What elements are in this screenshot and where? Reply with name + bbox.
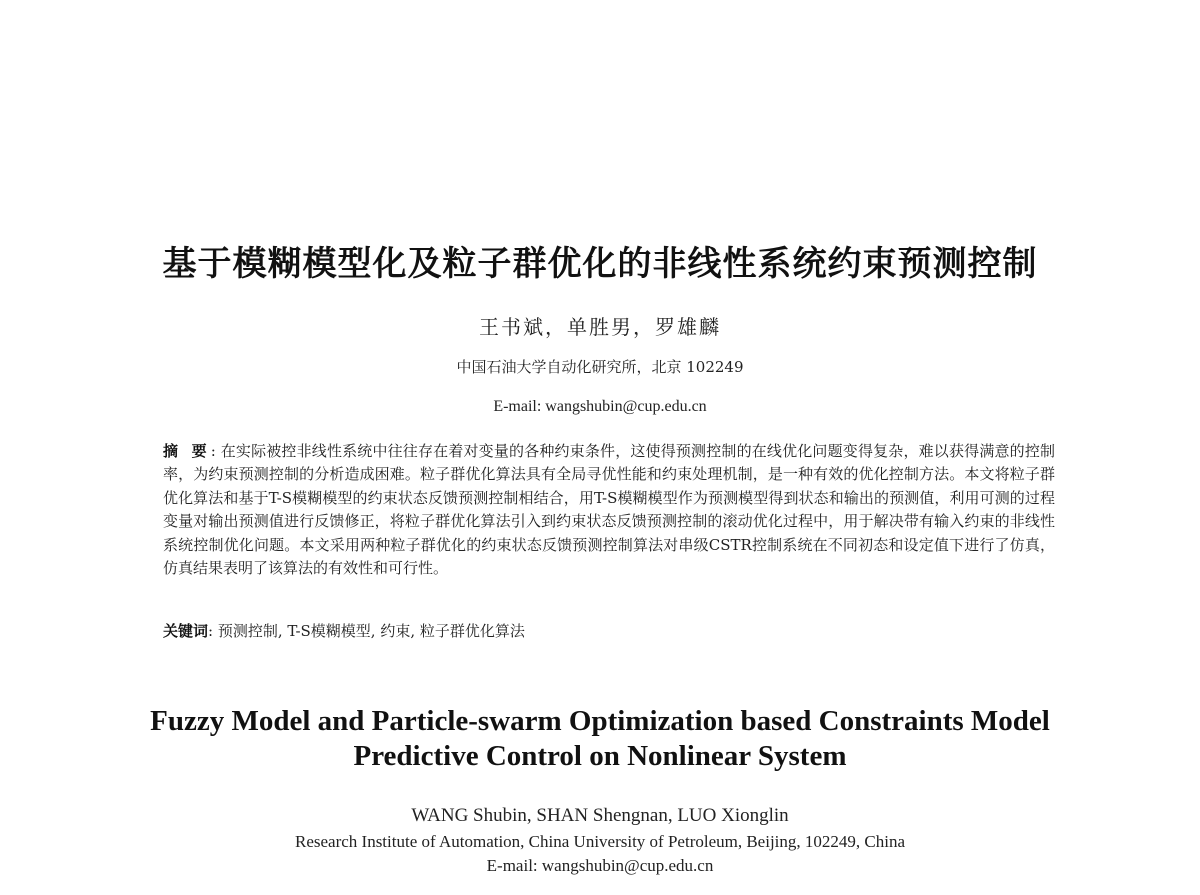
english-authors: WANG Shubin, SHAN Shengnan, LUO Xionglin — [411, 805, 789, 826]
chinese-email: E-mail: wangshubin@cup.edu.cn — [493, 398, 707, 415]
abstract-text: : 在实际被控非线性系统中往往存在着对变量的各种约束条件，这使得预测控制的在线优化问题变得复杂，难以获得满意的控制率，为约束预测控制的分析造成困难。粒子群优化算法具有全局寻优性能和约束处理机制，是一种有效的优化控制方法。本文将粒子群优化算法和基于T-S模糊模型的约束状态反馈预测控制相结合，用T-S模糊模型作为预测模型得到状态和输出的预测值，利用可测的过程变量对输出预测值进行反馈修正，将粒子群优化算法引入到约束状态反馈预测控制的滚动优化过程中，用于解决带有输入约束的非线性系统控制优化问题。本文采用两种粒子群优化的约束状态反馈预测控制算法对串级CSTR控制系统在不同初态和设定值下进行了仿真，仿真结果表明了该算法的有效性和可行性。 — [163, 442, 1056, 578]
english-title — [100, 704, 1100, 774]
keywords-text: : 预测控制, T-S模糊模型, 约束, 粒子群优化算法 — [208, 622, 525, 640]
chinese-title: 基于模糊模型化及粒子群优化的非线性系统约束预测控制 — [162, 244, 1038, 284]
keywords-label: 关键词 — [163, 622, 209, 640]
english-title-line-2: Predictive Control on Nonlinear System — [353, 740, 847, 772]
chinese-keywords — [163, 620, 1055, 643]
chinese-abstract — [163, 440, 1055, 580]
chinese-affiliation: 中国石油大学自动化研究所，北京 102249 — [456, 358, 744, 376]
english-affiliation: Research Institute of Automation, China University of Petroleum, Beijing, 102249, China — [294, 832, 906, 851]
english-email: E-mail: wangshubin@cup.edu.cn — [486, 856, 714, 875]
english-title-line-1: Fuzzy Model and Particle-swarm Optimization based Constraints Model — [150, 705, 1050, 737]
abstract-label: 摘 要 — [163, 442, 211, 460]
chinese-authors: 王书斌，单胜男，罗雄麟 — [479, 315, 721, 339]
